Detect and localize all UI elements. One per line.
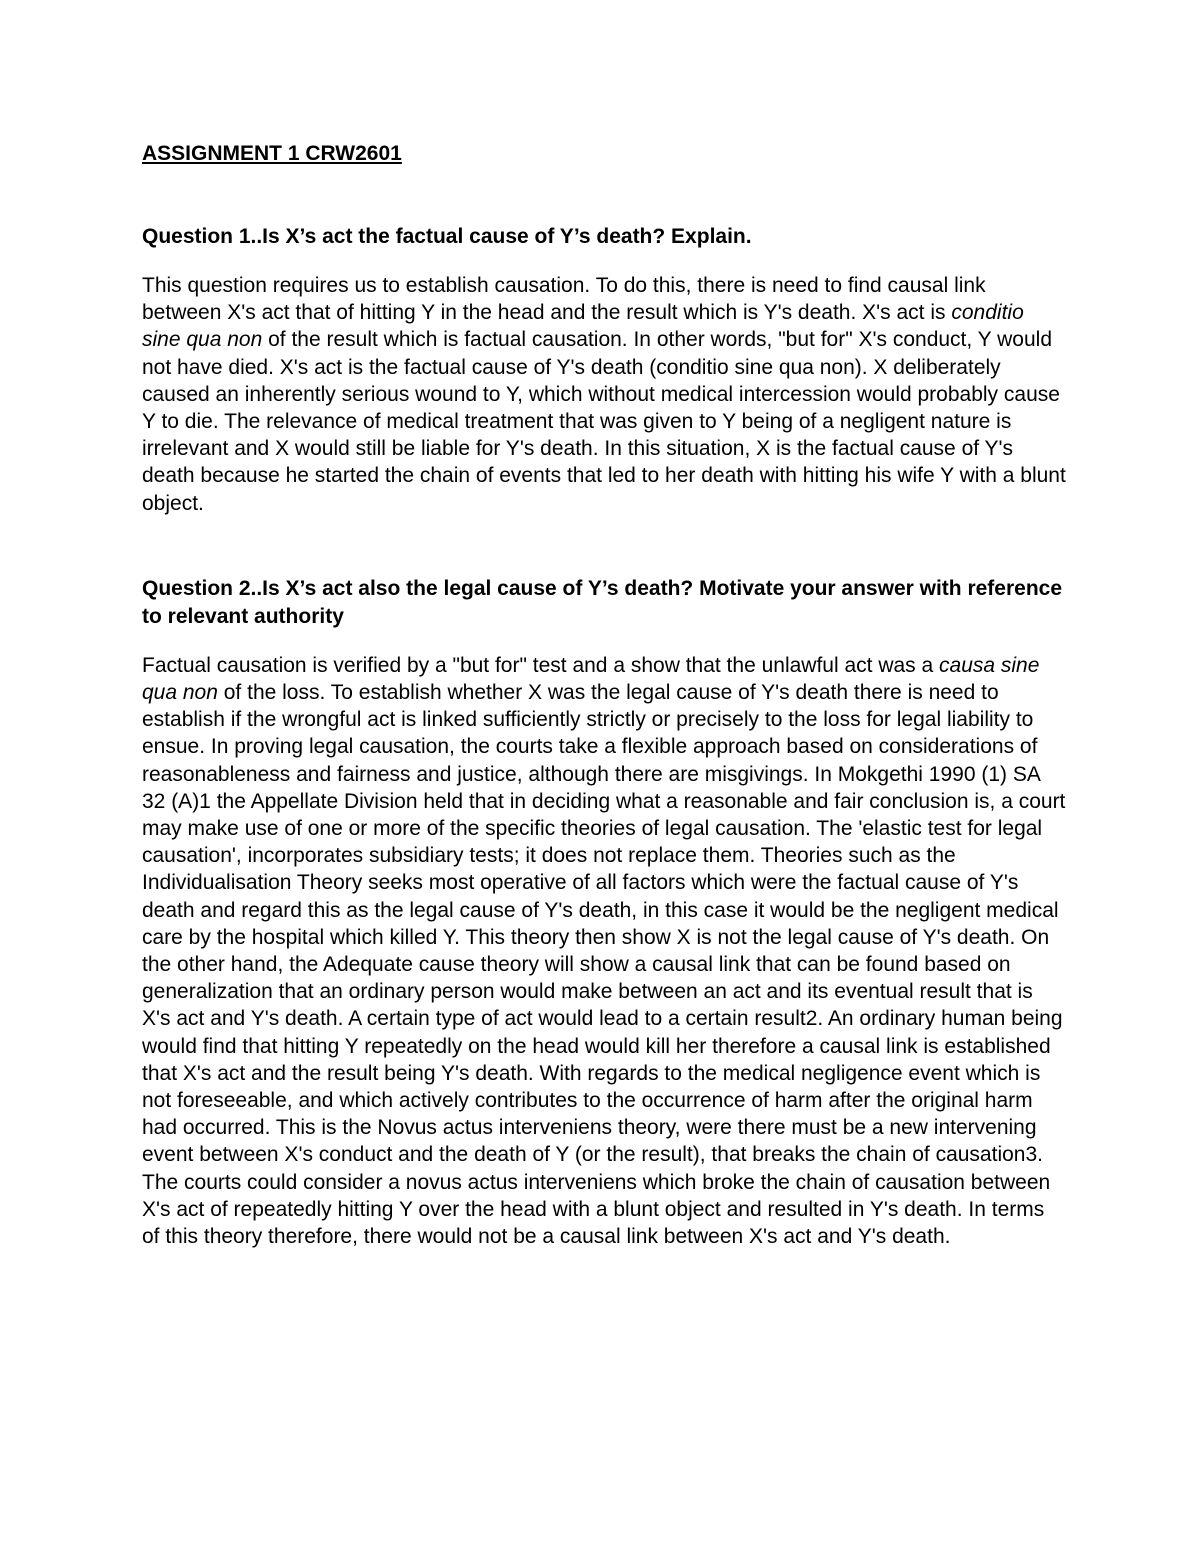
question-1-answer-italic: conditio sine qua non (142, 301, 1024, 352)
question-1-answer (142, 272, 1067, 517)
question-1-answer-text-b: of the result which is factual causation. In other words, "but for" X's conduct, Y would not have died. X's act is the factual cause of Y's death (conditio sine qua non). X deliberately caused an inherently serious wound to Y, which without medical intercession would probably cause Y to die. The relevance of medical treatment that was given to Y being of a negligent nature is irrelevant and X would still be liable for Y's death. In this situation, X is the factual cause of Y's death because he started the chain of events that led to her death with hitting his wife Y with a blunt object. (142, 328, 1066, 515)
document-title: ASSIGNMENT 1 CRW2601 (142, 142, 402, 165)
document-page (142, 140, 1067, 1250)
question-2-answer (142, 652, 1067, 1250)
question-2-heading: Question 2..Is X’s act also the legal cause of Y’s death? Motivate your answer with reference to relevant authority (142, 576, 1063, 628)
question-2-answer-text-a: Factual causation is verified by a "but for" test and a show that the unlawful act was a (142, 653, 940, 677)
question-2-answer-italic: causa sine qua non (142, 653, 1040, 705)
question-1-answer-text-a: This question requires us to establish causation. To do this, there is need to find causal link between X's act that of hitting Y in the head and the result which is Y's death. X's act is (142, 274, 986, 325)
question-1-heading: Question 1..Is X’s act the factual cause of Y’s death? Explain. (142, 225, 752, 248)
question-2-answer-text-b: of the loss. To establish whether X was the legal cause of Y's death there is need to establish if the wrongful act is linked sufficiently strictly or precisely to the loss for legal liability to ensue. In proving legal causation, the courts take a flexible approach based on considerations of reasonableness and fairness and justice, although there are misgivings. In Mokgethi 1990 (1) SA 32 (A)1 the Appellate Division held that in deciding what a reasonable and fair conclusion is, a court may make use of one or more of the specific theories of legal causation. The 'elastic test for legal causation', incorporates subsidiary tests; it does not replace them. Theories such as the Individualisation Theory seeks most operative of all factors which were the factual cause of Y's death and regard this as the legal cause of Y's death, in this case it would be the negligent medical care by the hospital which killed Y. This theory then show X is not the legal cause of Y's death. On the other hand, the Adequate cause theory will show a causal link that can be found based on generalization that an ordinary person would make between an act and its eventual result that is X's act and Y's death. A certain type of act would lead to a certain result2. An ordinary human being would find that hitting Y repeatedly on the head would kill her therefore a causal link is established that X's act and the result being Y's death. With regards to the medical negligence event which is not foreseeable, and which actively contributes to the occurrence of harm after the original harm had occurred. This is the Novus actus interveniens theory, were there must be a new intervening event between X's conduct and the death of Y (or the result), that breaks the chain of causation3. The courts could consider a novus actus interveniens which broke the chain of causation between X's act of repeatedly hitting Y over the head with a blunt object and resulted in Y's death. In terms of this theory therefore, there would not be a causal link between X's act and Y's death. (142, 681, 1066, 1249)
